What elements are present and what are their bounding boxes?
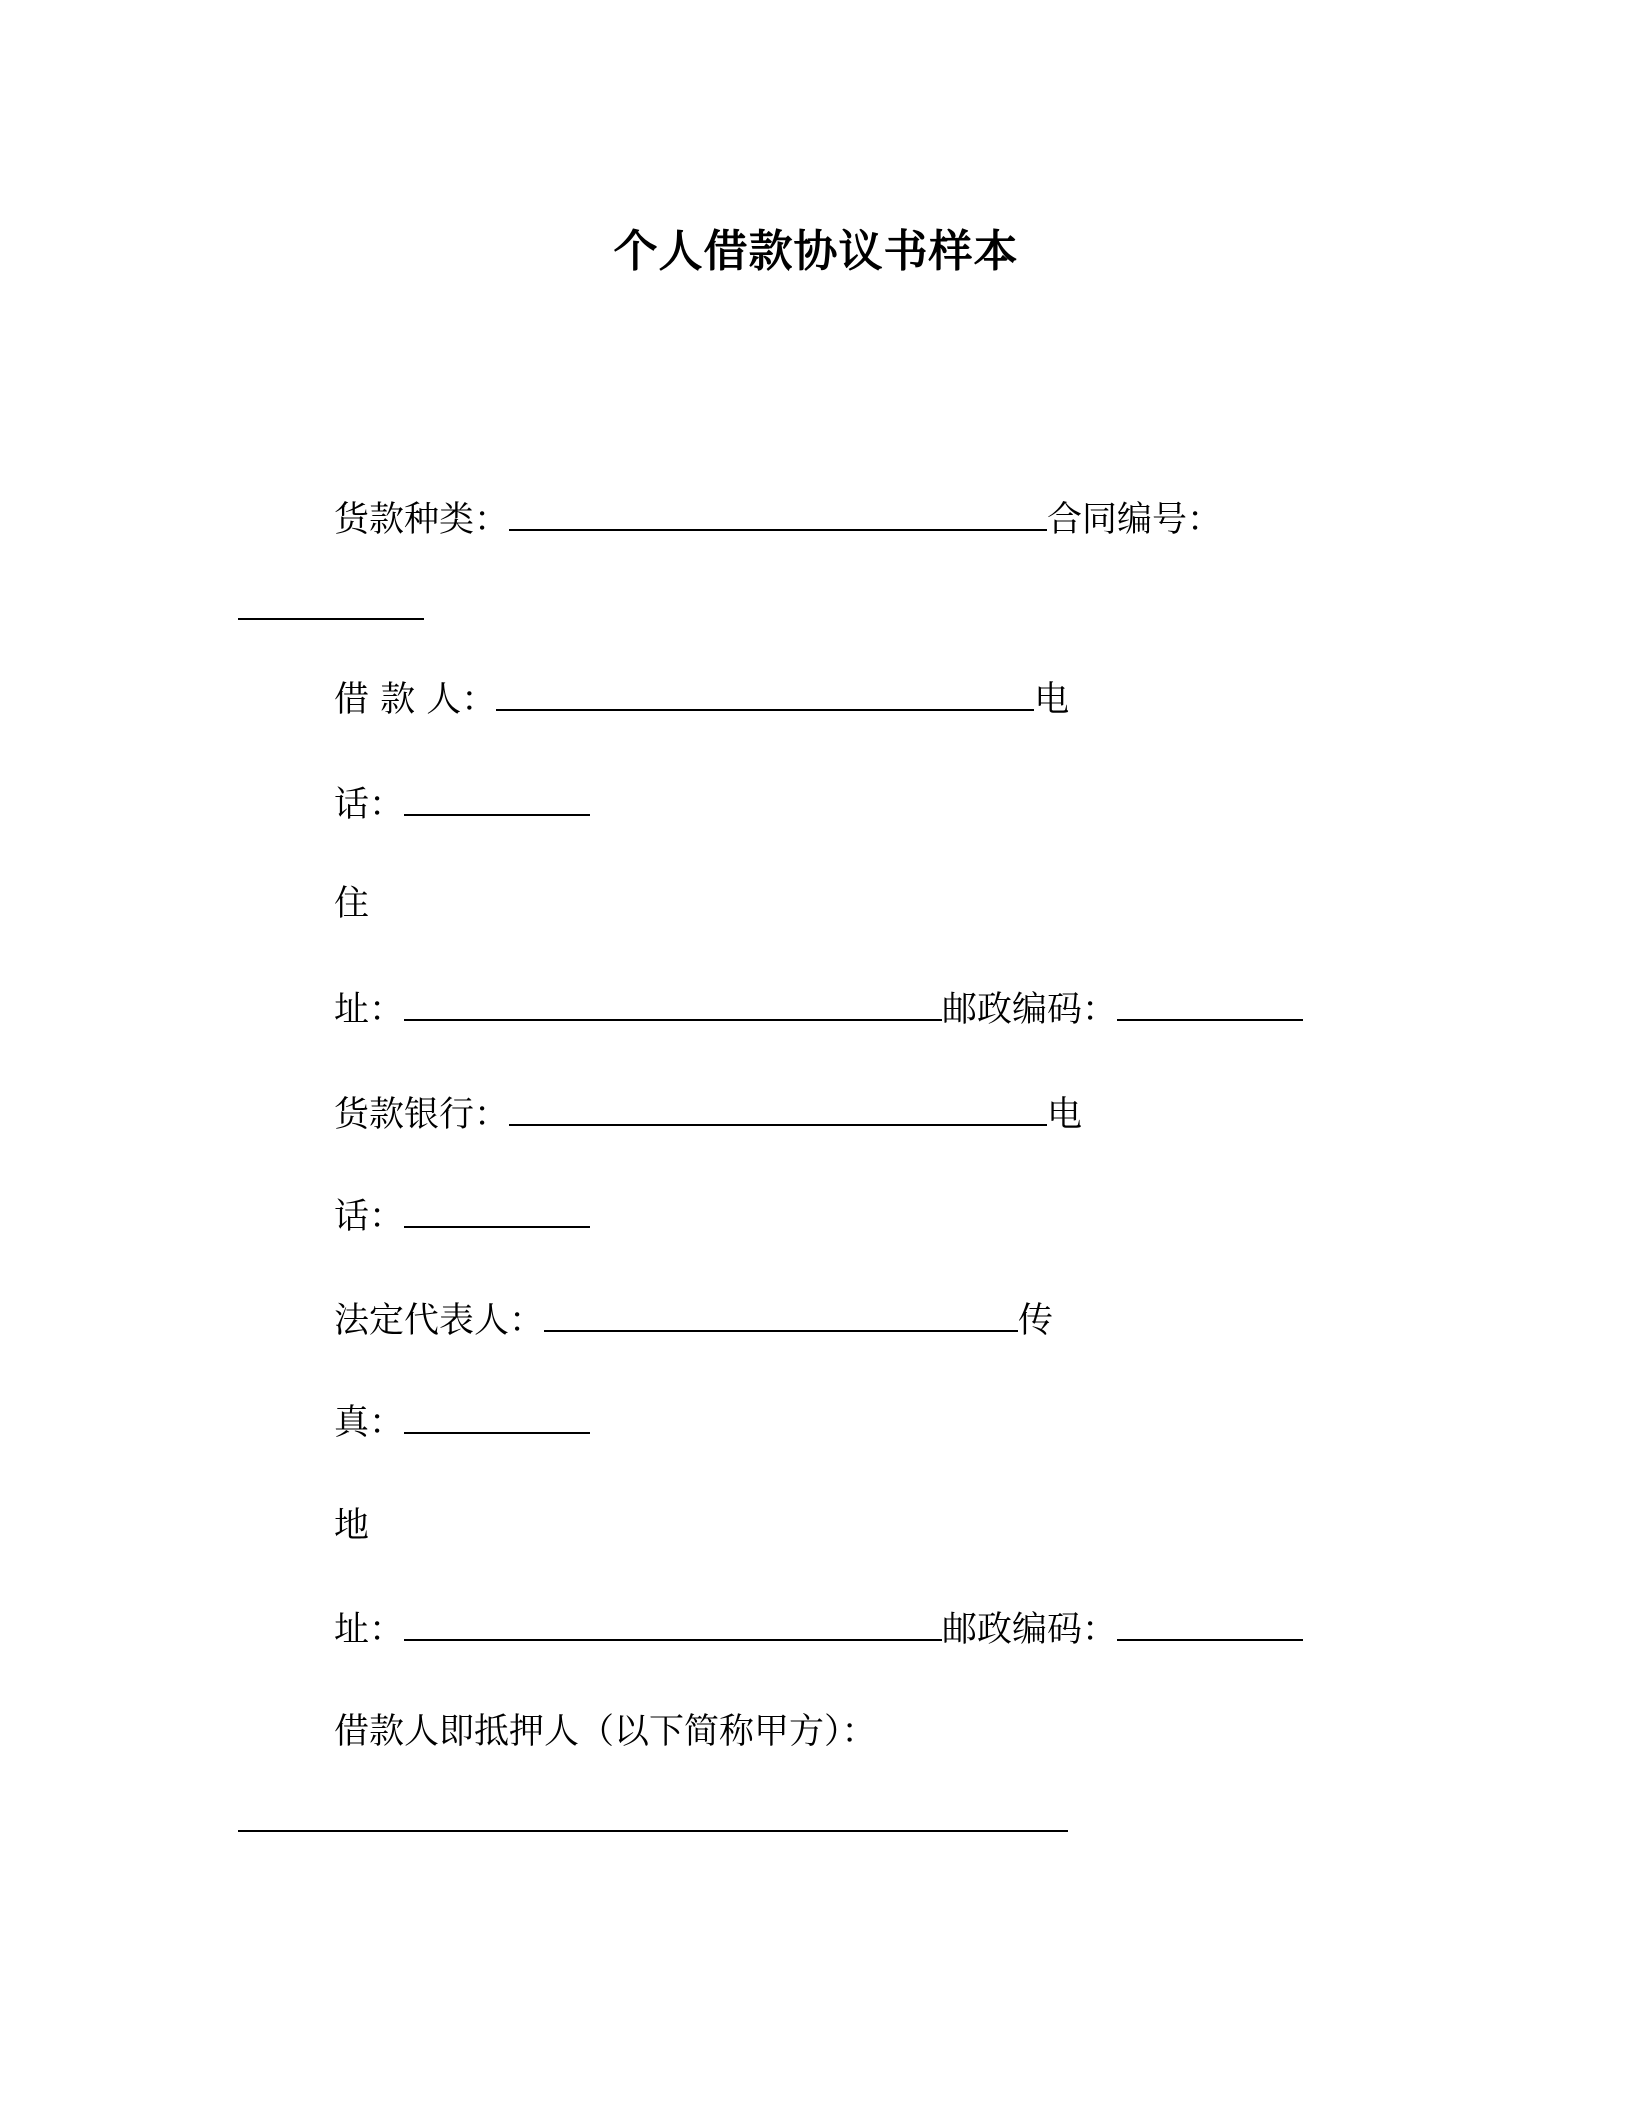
party-a-label: 借款人即抵押人（以下简称甲方）：: [334, 1712, 877, 1752]
bank-postcode-label: 邮政编码：: [942, 1610, 1118, 1650]
lending-bank-label: 货款银行：: [334, 1095, 510, 1135]
loan-type-row: [334, 495, 1222, 544]
bank-address-row-1: [334, 1502, 369, 1550]
borrower-phone-row: [334, 780, 590, 829]
bank-postcode-blank[interactable]: [1117, 1605, 1303, 1641]
loan-type-label: 货款种类：: [334, 500, 510, 540]
lending-bank-blank[interactable]: [509, 1090, 1047, 1126]
borrower-phone-label-1: 电: [1034, 680, 1070, 720]
borrower-blank[interactable]: [496, 675, 1034, 711]
borrower-address-label-2: 址：: [334, 990, 405, 1030]
legal-rep-row: [334, 1296, 1053, 1345]
fax-row: [334, 1398, 590, 1447]
bank-phone-label-1: 电: [1047, 1095, 1083, 1135]
bank-address-label-2: 址：: [334, 1610, 405, 1650]
borrower-row: [334, 675, 1069, 724]
fax-label-2: 真：: [334, 1403, 405, 1443]
borrower-address-label-1: 住: [334, 884, 370, 924]
party-a-blank[interactable]: [238, 1828, 1068, 1832]
bank-address-label-1: 地: [334, 1506, 370, 1546]
legal-rep-blank[interactable]: [544, 1296, 1018, 1332]
bank-phone-row: [334, 1192, 590, 1241]
borrower-label: 借 款 人：: [334, 680, 497, 720]
fax-label-1: 传: [1018, 1301, 1054, 1341]
bank-address-blank[interactable]: [404, 1605, 942, 1641]
fax-blank[interactable]: [404, 1398, 590, 1434]
borrower-address-row-1: [334, 880, 369, 928]
borrower-address-blank[interactable]: [404, 985, 942, 1021]
bank-phone-label-2: 话：: [334, 1197, 405, 1237]
document-title: 个人借款协议书样本: [613, 226, 1019, 277]
borrower-address-row-2: [334, 985, 1303, 1034]
bank-phone-blank[interactable]: [404, 1192, 590, 1228]
borrower-postcode-label: 邮政编码：: [942, 990, 1118, 1030]
legal-rep-label: 法定代表人：: [334, 1301, 545, 1341]
contract-no-label: 合同编号：: [1047, 500, 1223, 540]
bank-address-row-2: [334, 1605, 1303, 1654]
lending-bank-row: [334, 1090, 1082, 1139]
borrower-phone-label-2: 话：: [334, 785, 405, 825]
borrower-phone-blank[interactable]: [404, 780, 590, 816]
borrower-postcode-blank[interactable]: [1117, 985, 1303, 1021]
contract-no-blank[interactable]: [238, 616, 424, 620]
loan-type-blank[interactable]: [509, 495, 1047, 531]
party-a-row: [334, 1708, 877, 1756]
